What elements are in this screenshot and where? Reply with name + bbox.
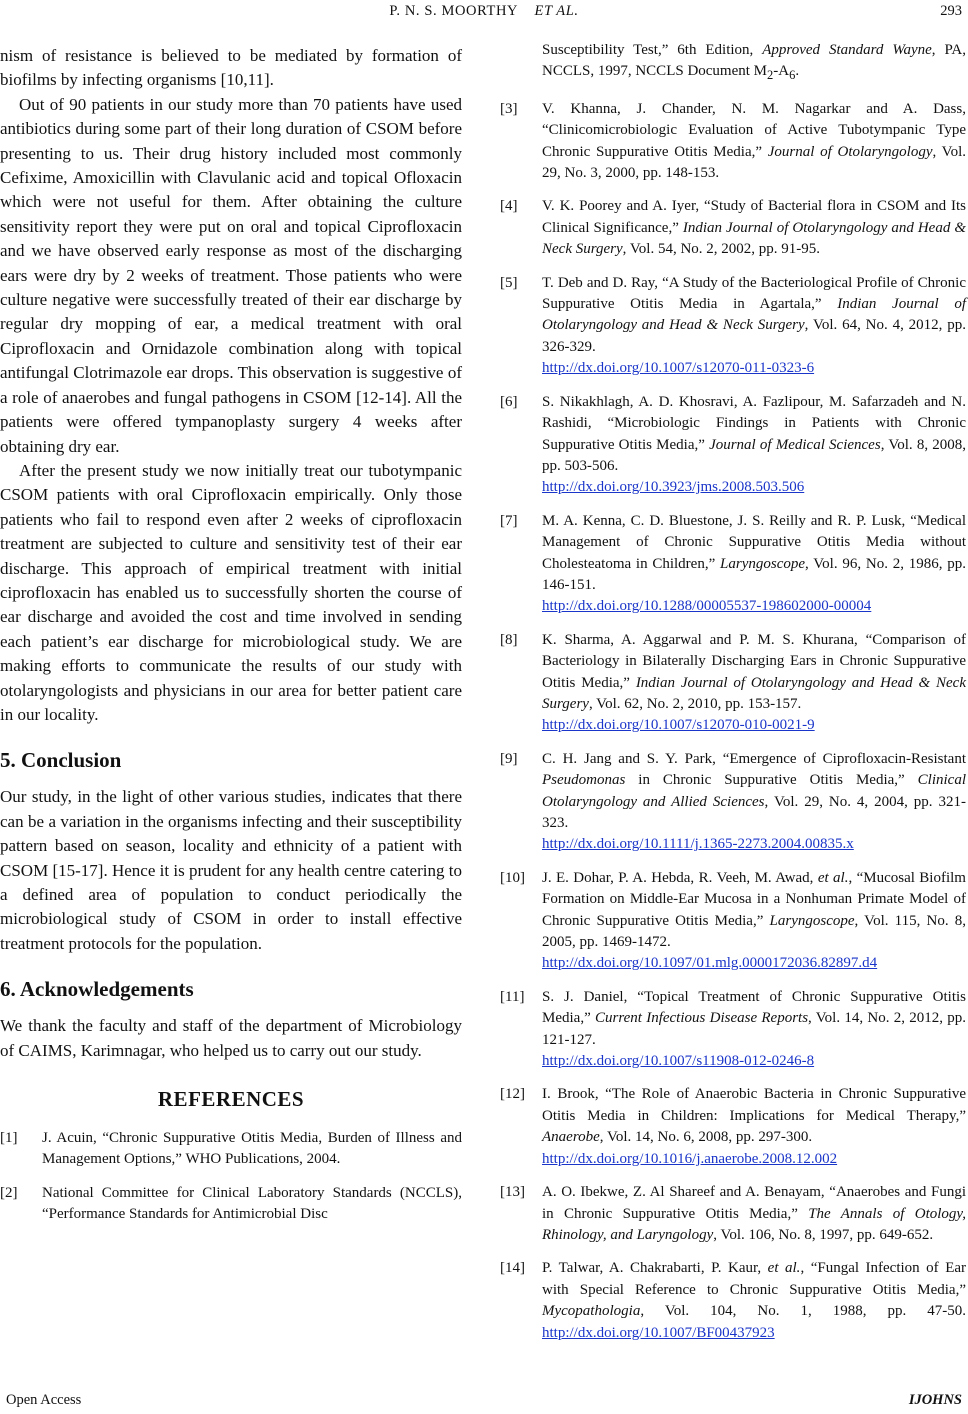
reference-number: [1]	[0, 1130, 18, 1147]
reference-item: [12] I. Brook, “The Role of Anaerobic Bacteria in Chronic Suppurative Otitis Media in Children: Implications for Medical Therapy,” Anaerobe, Vol. 14, No. 6, 2008, pp. 297-300. http://dx.doi.org/10.1016/j.anaerobe.2008.12.002	[500, 1084, 966, 1170]
running-head-author: P. N. S. MOORTHY ET AL.	[389, 3, 579, 19]
reference-item: [10] J. E. Dohar, P. A. Hebda, R. Veeh, M. Awad, et al., “Mucosal Biofilm Formation on Middle-Ear Mucosa in a Nonhuman Primate Model of Chronic Suppurative Otitis Media,” Laryngoscope, Vol. 115, No. 8, 2005, pp. 1469-1472. http://dx.doi.org/10.1097/01.mlg.0000172036.82897.d4	[500, 868, 966, 975]
reference-item: [14] P. Talwar, A. Chakrabarti, P. Kaur, et al., “Fungal Infection of Ear with Special Reference to Chronic Suppurative Otitis Media,” Mycopathologia, Vol. 104, No. 1, 1988, pp. 47-50. http://dx.doi.org/10.1007/BF00437923	[500, 1260, 967, 1341]
running-head-etal: ET AL.	[534, 3, 579, 19]
doi-link[interactable]: http://dx.doi.org/10.1016/j.anaerobe.2008.12.002	[542, 1150, 838, 1167]
reference-item: [5] T. Deb and D. Ray, “A Study of the Bacteriological Profile of Chronic Suppurative Otitis Media in Agartala,” Indian Journal of Otolaryngology and Head & Neck Surgery, Vol. 64, No. 4, 2012, pp. 326-329. http://dx.doi.org/10.1007/s12070-011-0323-6	[500, 273, 966, 380]
reference-item: [13] A. O. Ibekwe, Z. Al Shareef and A. Benayam, “Anaerobes and Fungi in Chronic Suppurative Otitis Media,” The Annals of Otology, Rhinology, and Laryngology, Vol. 106, No. 8, 1997, pp. 649-652.	[500, 1184, 966, 1243]
reference-number: [14]	[500, 1260, 525, 1277]
reference-number: [11]	[500, 988, 525, 1005]
paragraph: Our study, in the light of other various studies, indicates that there can be a variation in the organisms infecting and their susceptibility pattern based on season, locality and ethnicity of a patient with CSOM [15-17]. Hence it is prudent for any health centre catering to a defined area of population to conduct periodically the microbiological study of CSOM in order to install effective treatment protocols for the population.	[0, 787, 462, 953]
reference-number: [4]	[500, 198, 518, 215]
page-number: 293	[940, 3, 962, 19]
running-header	[0, 0, 968, 26]
doi-link[interactable]: http://dx.doi.org/10.1007/s11908-012-0246-8	[542, 1053, 815, 1070]
reference-number: [6]	[500, 393, 518, 410]
reference-item: [9] C. H. Jang and S. Y. Park, “Emergence of Ciprofloxacin-Resistant Pseudomonas in Chronic Suppurative Otitis Media,” Clinical Otolaryngology and Allied Sciences, Vol. 29, No. 4, 2004, pp. 321-323. http://dx.doi.org/10.1111/j.1365-2273.2004.00835.x	[500, 749, 966, 856]
reference-number: [8]	[500, 631, 518, 648]
reference-number: [7]	[500, 512, 518, 529]
doi-link[interactable]: http://dx.doi.org/10.1007/BF00437923	[542, 1324, 775, 1341]
reference-item: [11] S. J. Daniel, “Topical Treatment of Chronic Suppurative Otitis Media,” Current Infectious Disease Reports, Vol. 14, No. 2, 2012, pp. 121-127. http://dx.doi.org/10.1007/s11908-012-0246-8	[500, 987, 966, 1073]
paragraph: After the present study we now initially treat our tubotympanic CSOM patients with oral Ciprofloxacin empirically. Only those patients who fail to respond even after 2 weeks of ciprofloxacin treatment are subjected to culture and sensitivity test of their ear discharge. This approach of empirical treatment with initial ciprofloxacin has enabled us to successfully shorten the course of ear discharge and avoided the cost and time involved in sending each patient’s ear discharge for microbiological study. We are making efforts to communicate the results of our study with otolaryngologists and physicians in our area for better patient care in our locality.	[0, 460, 462, 724]
reference-item	[0, 1128, 462, 1171]
doi-link[interactable]: http://dx.doi.org/10.1111/j.1365-2273.2004.00835.x	[542, 836, 854, 853]
left-column	[0, 44, 462, 1238]
reference-item: [8] K. Sharma, A. Aggarwal and P. M. S. Khurana, “Comparison of Bacteriology in Bilaterally Discharging Ears in Chronic Suppurative Otitis Media,” Indian Journal of Otolaryngology and Head & Neck Surgery, Vol. 62, No. 2, 2010, pp. 153-157. http://dx.doi.org/10.1007/s12070-010-0021-9	[500, 630, 966, 737]
reference-number: [5]	[500, 274, 518, 291]
doi-link[interactable]: http://dx.doi.org/10.1288/00005537-198602000-00004	[542, 598, 872, 615]
reference-text: J. Acuin, “Chronic Suppurative Otitis Media, Burden of Illness and Management Options,” WHO Publications, 2004.	[42, 1130, 462, 1168]
reference-number: [9]	[500, 750, 518, 767]
reference-number: [12]	[500, 1086, 525, 1103]
section-heading-acknowledgements: 6. Acknowledgements	[0, 977, 194, 1002]
reference-number: [10]	[500, 869, 525, 886]
doi-link[interactable]: http://dx.doi.org/10.1007/s12070-011-0323-6	[542, 360, 815, 377]
paragraph: We thank the faculty and staff of the department of Microbiology of CAIMS, Karimnagar, who helped us to carry out our study.	[0, 1016, 462, 1060]
reference-item: [4] V. K. Poorey and A. Iyer, “Study of Bacterial flora in CSOM and Its Clinical Significance,” Indian Journal of Otolaryngology and Head & Neck Surgery, Vol. 54, No. 2, 2002, pp. 91-95.	[500, 198, 967, 258]
paragraph: Out of 90 patients in our study more than 70 patients have used antibiotics during some part of their long duration of CSOM before presenting to us. Their drug history included most commonly Cefixime, Amoxicillin with Clavulanic acid and topical Ofloxacin which were not useful for them. After obtaining the culture sensitivity report they were put on oral and topical Ciprofloxacin and we have observed early response as most of the discharging ears were dry by 2 weeks of treatment. Those patients who were culture negative were successfully treated of their ear discharge by regular dry mopping of ear, a medical treatment with oral Ciprofloxacin and Ornidazole combination along with topical antifungal Clotrimazole ear drops. This observation is suggestive of a role of anaerobes and fungal pathogens in CSOM [12-14]. All the patients were offered tympanoplasty surgery 4 weeks after obtaining dry ear.	[0, 94, 462, 456]
doi-link[interactable]: http://dx.doi.org/10.1097/01.mlg.0000172036.82897.d4	[542, 955, 878, 972]
reference-text: National Committee for Clinical Laboratory Standards (NCCLS), “Performance Standards for Antimicrobial Disc	[42, 1184, 462, 1223]
reference-number: [3]	[500, 100, 518, 117]
doi-link[interactable]: http://dx.doi.org/10.1007/s12070-010-0021-9	[542, 717, 815, 734]
reference-continuation: Susceptibility Test,” 6th Edition, Approved Standard Wayne, PA, NCCLS, 1997, NCCLS Document $M_2-A_6$.	[542, 42, 966, 83]
footer-open-access: Open Access	[6, 1392, 82, 1408]
reference-item: [3] V. Khanna, J. Chander, N. M. Nagarkar and A. Dass, “Clinicomicrobiologic Evaluation of Active Tubotympanic Type Chronic Suppurative Otitis Media,” Journal of Otolaryngology, Vol. 29, No. 3, 2000, pp. 148-153.	[500, 100, 966, 182]
doi-link[interactable]: http://dx.doi.org/10.3923/jms.2008.503.506	[542, 479, 805, 496]
reference-item: [6] S. Nikakhlagh, A. D. Khosravi, A. Fazlipour, M. Safarzadeh and N. Rashidi, “Microbiologic Findings in Patients with Chronic Suppurative Otitis Media,” Journal of Medical Sciences, Vol. 8, 2008, pp. 503-506. http://dx.doi.org/10.3923/jms.2008.503.506	[500, 392, 966, 499]
footer-journal: IJOHNS	[908, 1392, 962, 1408]
section-heading-conclusion: 5. Conclusion	[0, 748, 122, 773]
reference-item: [7] M. A. Kenna, C. D. Bluestone, J. S. Reilly and R. P. Lusk, “Medical Management of Chronic Suppurative Otitis Media without Cholesteatoma in Children,” Laryngoscope, Vol. 96, No. 2, 1986, pp. 146-151. http://dx.doi.org/10.1288/00005537-198602000-00004	[500, 511, 966, 618]
paragraph: nism of resistance is believed to be mediated by formation of biofilms by infecting organisms [10,11].	[0, 46, 462, 90]
reference-number: [13]	[500, 1184, 525, 1201]
page-footer	[0, 1392, 968, 1412]
reference-item	[0, 1183, 462, 1226]
references-heading: REFERENCES	[157, 1087, 305, 1112]
right-column	[500, 40, 966, 1356]
reference-number: [2]	[0, 1184, 18, 1201]
